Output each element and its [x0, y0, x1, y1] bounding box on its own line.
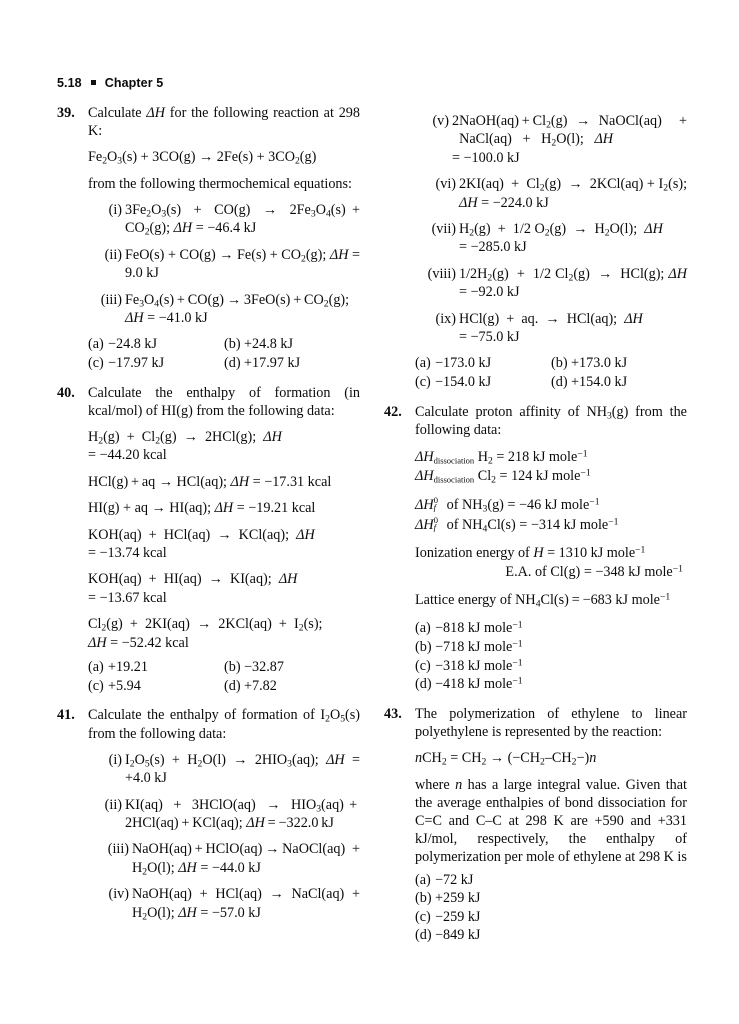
sub-item-ix	[421, 310, 687, 347]
page-header	[57, 76, 163, 90]
option-c[interactable]: (c) −259 kJ	[415, 908, 481, 925]
question-equation: $Fe_2O_3(s) + 3CO(g) \to 2Fe(s) + 3CO_2(g)$	[88, 149, 317, 167]
option-c[interactable]: (c) −154.0 kJ	[415, 374, 492, 391]
option-a[interactable]: (a) −24.8 kJ	[88, 336, 157, 353]
option-a[interactable]: (a) −818 kJ mole$^{-1}$	[415, 619, 523, 637]
sub-item-text: $3Fe_2O_3(s) + CO(g) \to 2Fe_3O_4(s) + CO_2(g)$; ΔH = −46.4 kJ	[125, 202, 360, 238]
question-number: 43.	[384, 705, 402, 722]
sub-item-ii	[94, 246, 360, 283]
option-row	[415, 871, 687, 890]
data-group-dissociation	[415, 448, 687, 486]
sub-item-text: $2KI(aq) + Cl_2(g) \to 2KCl(aq) + I_2(s)$; ΔH = −224.0 kJ	[459, 176, 688, 211]
options-40	[88, 658, 360, 695]
sub-item-text: $I_2O_5(s) + H_2O(l) \to 2HIO_3(aq)$; ΔH = +4.0 kJ	[125, 751, 360, 787]
data-line-h2-dissociation: ΔHdissociation $H_2 = 218$ kJ mole$^{-1}$	[415, 448, 588, 467]
question-41-continued	[384, 112, 687, 392]
question-stem-continued: where n has a large integral value. Given that the average enthalpies of bond dissociation for C=C and C–C at 298 K are +590 and +331 kJ/mol, respectively, the enthalpy of polymerization per mole of ethylene at 298 K is	[415, 776, 687, 866]
left-column	[57, 104, 360, 933]
right-column	[384, 104, 687, 956]
equation-4: KOH(aq) + HCl(aq) → KCl(aq); ΔH = −13.74 kcal	[88, 526, 315, 562]
sub-item-label: (iii)	[107, 841, 129, 858]
option-b[interactable]: (b) +173.0 kJ	[551, 355, 628, 372]
option-d[interactable]: (d) −849 kJ	[415, 927, 481, 944]
data-line-electron-affinity: E.A. of Cl(g) = −348 kJ mole$^{-1}$	[505, 563, 683, 581]
sub-item-label: (iv)	[108, 886, 129, 903]
option-c[interactable]: (c) −318 kJ mole$^{-1}$	[415, 657, 523, 674]
question-stem: The polymerization of ethylene to linear polyethylene is represented by the reaction:	[415, 705, 687, 741]
option-a[interactable]: (a) −173.0 kJ	[415, 355, 492, 372]
option-b[interactable]: (b) −718 kJ mole$^{-1}$	[415, 638, 523, 656]
option-row	[415, 675, 687, 694]
question-number: 40.	[57, 384, 75, 401]
data-line-ionization-energy: Ionization energy of H = 1310 kJ mole$^{-1}$	[415, 544, 646, 562]
sub-item-label: (i)	[108, 202, 122, 219]
equation-6: $Cl_2(g) + 2KI(aq) \to 2KCl(aq) + I_2(s)$; ΔH = −52.42 kcal	[88, 616, 323, 651]
sub-item-text: HCl(g) + aq. → HCl(aq); ΔH = −75.0 kJ	[459, 310, 643, 346]
sub-item-label: (i)	[108, 751, 122, 768]
option-d[interactable]: (d) +17.97 kJ	[224, 355, 301, 372]
question-stem-continued: from the following thermochemical equations:	[88, 175, 352, 192]
data-line-nh4cl-formation: ΔH 0 f of $NH_4Cl(s) = -314$ kJ mole$^{-1}$	[415, 514, 619, 535]
chapter-title: Chapter 5	[104, 76, 164, 90]
data-line-lattice-energy: Lattice energy of $NH_4Cl(s) = -683$ kJ mole$^{-1}$	[415, 591, 671, 610]
options-42	[415, 619, 687, 693]
question-39	[57, 104, 360, 373]
question-number: 42.	[384, 403, 402, 420]
page-folio: 5.18	[57, 76, 82, 90]
sub-item-iii	[94, 291, 360, 328]
option-row	[415, 638, 687, 657]
options-43	[415, 871, 687, 945]
option-a[interactable]: (a) +19.21	[88, 659, 148, 676]
question-stem: Calculate ΔH for the following reaction at 298 K:	[88, 105, 360, 140]
data-group-formation	[415, 495, 687, 535]
sub-item-iii	[94, 840, 360, 877]
sub-item-text: NaOH(aq) + HClO(aq) → NaOCl(aq) + $H_2O(l)$; ΔH = −44.0 kJ	[132, 841, 360, 878]
question-stem: Calculate proton affinity of $NH_3(g)$ from the following data:	[415, 403, 687, 438]
sub-item-label: (v)	[432, 113, 449, 129]
sub-item-text: KI(aq) + 3HClO(aq) → $HIO_3(aq) + 2HCl(aq) + KCl(aq)$; ΔH = −322.0 kJ	[125, 796, 360, 831]
option-row	[415, 926, 687, 945]
question-40	[57, 384, 360, 696]
sub-item-label: (ix)	[435, 310, 456, 327]
sub-item-vii	[421, 220, 687, 257]
data-line-cl2-dissociation: ΔHdissociation $Cl_2 = 124$ kJ mole$^{-1}$	[415, 467, 591, 486]
sub-item-v	[421, 112, 687, 167]
sub-item-ii	[94, 796, 360, 833]
question-number: 41.	[57, 707, 75, 724]
data-group-lattice	[415, 591, 687, 610]
option-row	[88, 335, 360, 354]
options-41	[415, 354, 687, 391]
option-row	[415, 908, 687, 927]
option-row	[88, 677, 360, 696]
question-stem: Calculate the enthalpy of formation of $I_2O_5(s)$ from the following data:	[88, 707, 360, 742]
sub-item-label: (ii)	[104, 246, 122, 263]
equation-3: HI(g) + aq → HI(aq); ΔH = −19.21 kcal	[88, 500, 316, 517]
question-number: 39.	[57, 105, 75, 121]
sub-item-i	[94, 201, 360, 238]
option-row	[415, 657, 687, 676]
sub-item-label: (iii)	[100, 291, 122, 308]
data-line-nh3-formation: ΔH 0 f of $NH_3(g) = -46$ kJ mole$^{-1}$	[415, 494, 600, 515]
option-c[interactable]: (c) +5.94	[88, 677, 141, 694]
sub-item-text: $Fe_3O_4(s) + CO(g) \to 3FeO(s) + CO_2(g)$; ΔH = −41.0 kJ	[125, 291, 350, 327]
option-row	[415, 619, 687, 638]
question-41	[57, 706, 360, 922]
question-42	[384, 403, 687, 694]
option-b[interactable]: (b) +24.8 kJ	[224, 336, 293, 353]
question-equation: $nCH_2 = CH_2 \to (-CH_2-CH_2-)n$	[415, 750, 597, 768]
square-bullet-icon	[91, 80, 96, 85]
question-stem: Calculate the enthalpy of formation (in kcal/mol) of HI(g) from the following data:	[88, 384, 360, 419]
sub-item-label: (viii)	[427, 265, 456, 282]
sub-item-text: $FeO(s) + CO(g) \to Fe(s) + CO_2(g)$; ΔH = 9.0 kJ	[125, 246, 361, 282]
option-c[interactable]: (c) −17.97 kJ	[88, 355, 165, 372]
option-row	[88, 354, 360, 373]
sub-item-text: 2NaOH(aq) + $Cl_2(g)$ → NaOCl(aq) + NaCl(aq) + $H_2O(l)$; ΔH = −100.0 kJ	[452, 113, 687, 166]
sub-item-iv	[94, 885, 360, 922]
option-a[interactable]: (a) −72 kJ	[415, 871, 474, 888]
sub-item-label: (vii)	[431, 221, 456, 238]
sub-item-vi	[421, 175, 687, 212]
equation-2: HCl(g) + aq → HCl(aq); ΔH = −17.31 kcal	[88, 473, 332, 490]
option-d[interactable]: (d) +154.0 kJ	[551, 374, 628, 391]
sub-item-text: $1/2H_2(g) + 1/2$ $Cl_2(g) \to HCl(g)$; ΔH = −92.0 kJ	[459, 265, 687, 301]
equation-1: $H_2(g) + Cl_2(g) \to 2HCl(g)$; ΔH = −44.20 kcal	[88, 429, 282, 464]
option-d[interactable]: (d) +7.82	[224, 677, 277, 694]
equation-5: KOH(aq) + HI(aq) → KI(aq); ΔH = −13.67 kcal	[88, 571, 298, 606]
sub-item-text: $H_2(g) + 1/2$ $O_2(g) \to H_2O(l)$; ΔH = −285.0 kJ	[459, 221, 663, 256]
option-row	[88, 658, 360, 677]
sub-item-label: (ii)	[104, 796, 122, 813]
option-b[interactable]: (b) −32.87	[224, 659, 284, 676]
question-43	[384, 705, 687, 945]
option-d[interactable]: (d) −418 kJ mole$^{-1}$	[415, 675, 523, 693]
option-row	[415, 889, 687, 908]
sub-item-label: (vi)	[435, 176, 456, 193]
data-group-ionization	[415, 544, 687, 582]
sub-item-i	[94, 751, 360, 788]
sub-item-viii	[421, 265, 687, 302]
option-row	[415, 354, 687, 373]
options-39	[88, 335, 360, 372]
option-row	[415, 373, 687, 392]
option-b[interactable]: (b) +259 kJ	[415, 890, 481, 907]
sub-item-text: NaOH(aq) + HCl(aq) → NaCl(aq) + $H_2O(l)$; ΔH = −57.0 kJ	[132, 886, 360, 922]
